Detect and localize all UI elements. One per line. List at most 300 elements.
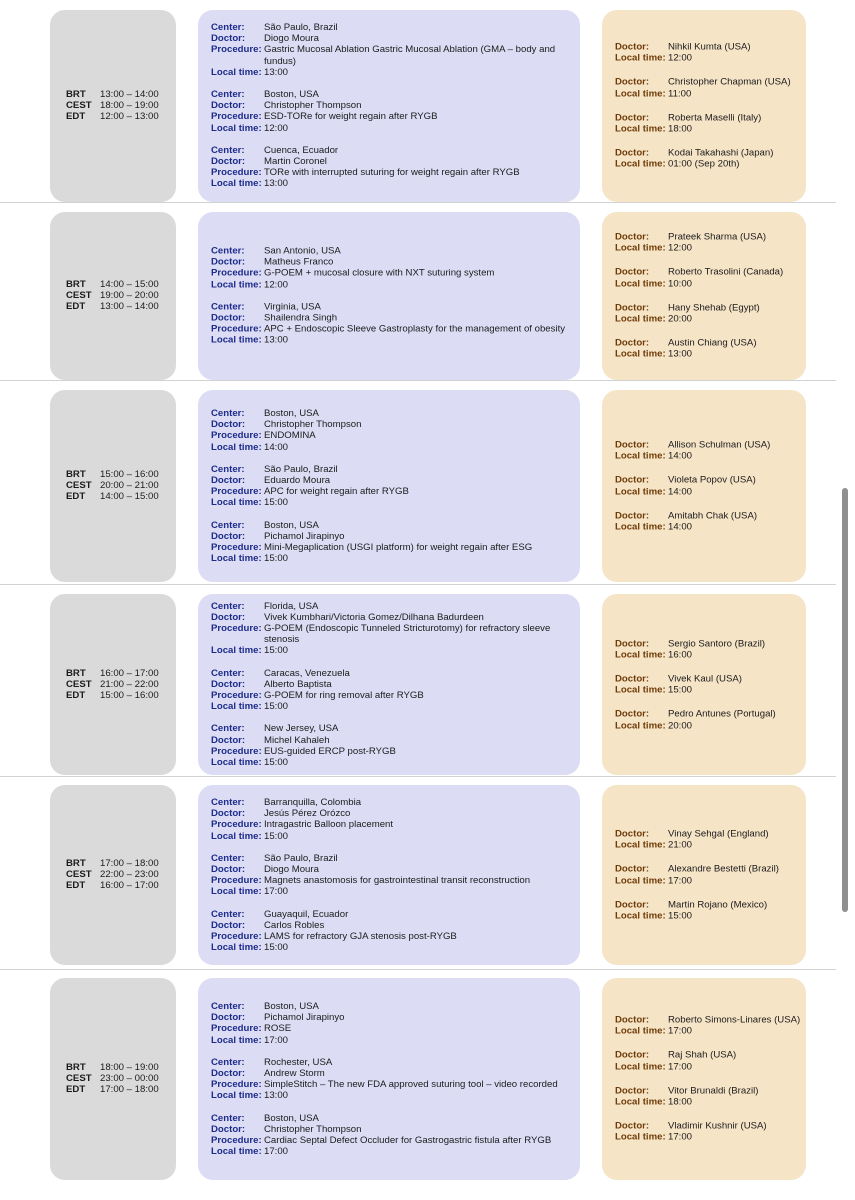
procedure-field-row	[211, 1135, 574, 1146]
panelist-field-row	[615, 314, 802, 325]
panelist-entry	[615, 439, 802, 461]
time-zone-row	[66, 1062, 176, 1073]
procedure-entry	[211, 1112, 574, 1157]
panelist-name: Martin Rojano (Mexico)	[668, 899, 768, 911]
local-time-value: 13:00	[264, 178, 289, 190]
doctor-value: Vivek Kumbhari/Victoria Gomez/Dilhana Badurdeen	[264, 611, 484, 623]
procedure-label: Procedure:	[211, 1023, 262, 1035]
center-label: Center:	[211, 1112, 245, 1124]
doctor-value: Shailendra Singh	[264, 312, 338, 324]
panelists-list	[602, 1015, 806, 1144]
procedure-field-row	[211, 1090, 574, 1101]
time-zone-range: 15:00 – 16:00	[100, 469, 159, 481]
local-time-label: Local time:	[615, 486, 666, 497]
doctor-label: Doctor:	[211, 678, 246, 690]
panelist-entry	[615, 232, 802, 254]
procedure-field-row	[211, 257, 574, 268]
local-time-value: 15:00	[264, 497, 289, 509]
time-slot-list	[50, 469, 176, 503]
local-time-value: 15:00	[264, 942, 289, 954]
panelist-field-row	[615, 42, 802, 53]
time-zone-range: 14:00 – 15:00	[100, 491, 159, 503]
procedure-entry	[211, 302, 574, 347]
doctor-label: Doctor:	[211, 863, 246, 875]
procedure-field-row	[211, 408, 574, 419]
procedure-entry	[211, 853, 574, 898]
panelist-local-time: 10:00	[668, 278, 693, 290]
local-time-value: 17:00	[264, 1146, 289, 1158]
procedure-field-row	[211, 268, 574, 279]
center-label: Center:	[211, 723, 245, 735]
panelist-field-row	[615, 159, 802, 170]
procedure-entry	[211, 668, 574, 713]
procedure-value: LAMS for refractory GJA stenosis post-RYGB	[264, 930, 457, 942]
time-zone-row	[66, 690, 176, 701]
procedure-label: Procedure:	[211, 623, 262, 635]
doctor-value: Eduardo Moura	[264, 474, 331, 486]
panelist-entry	[615, 303, 802, 325]
procedure-label: Procedure:	[211, 111, 262, 123]
local-time-label: Local time:	[211, 553, 262, 565]
panelist-name: Prateek Sharma (USA)	[668, 231, 767, 243]
procedure-label: Procedure:	[211, 690, 262, 702]
time-zone-row	[66, 89, 176, 100]
panelist-field-row	[615, 1086, 802, 1097]
panelist-field-row	[615, 649, 802, 660]
procedure-field-row	[211, 908, 574, 919]
procedure-entry	[211, 1001, 574, 1046]
time-zone-label: EDT	[66, 1084, 86, 1096]
time-zone-range: 17:00 – 18:00	[100, 858, 159, 870]
panelist-entry	[615, 638, 802, 660]
time-zone-row	[66, 881, 176, 892]
panelists-box	[602, 978, 806, 1180]
center-label: Center:	[211, 519, 245, 531]
center-label: Center:	[211, 301, 245, 313]
procedure-field-row	[211, 486, 574, 497]
time-zone-row	[66, 279, 176, 290]
center-label: Center:	[211, 145, 245, 157]
time-zone-label: BRT	[66, 1062, 86, 1074]
procedure-label: Procedure:	[211, 541, 262, 553]
panelist-local-time: 15:00	[668, 910, 693, 922]
panelist-field-row	[615, 1121, 802, 1132]
time-zone-range: 23:00 – 00:00	[100, 1073, 159, 1085]
time-zone-label: CEST	[66, 480, 92, 492]
procedure-entry	[211, 246, 574, 291]
time-slot-box	[50, 594, 176, 775]
panelist-local-time: 11:00	[668, 88, 692, 100]
doctor-value: Martin Coronel	[264, 156, 327, 168]
procedures-list	[198, 797, 580, 953]
procedure-field-row	[211, 335, 574, 346]
doctor-value: Michel Kahaleh	[264, 734, 330, 746]
local-time-label: Local time:	[211, 122, 262, 134]
panelists-box	[602, 594, 806, 775]
time-slot-list	[50, 279, 176, 313]
panelist-field-row	[615, 243, 802, 254]
panelist-local-time: 18:00	[668, 1096, 693, 1108]
local-time-label: Local time:	[211, 1034, 262, 1046]
procedure-label: Procedure:	[211, 745, 262, 757]
procedure-field-row	[211, 179, 574, 190]
procedure-field-row	[211, 302, 574, 313]
procedure-entry	[211, 89, 574, 134]
doctor-value: Diogo Moura	[264, 863, 319, 875]
time-zone-range: 13:00 – 14:00	[100, 301, 159, 313]
procedure-field-row	[211, 1001, 574, 1012]
time-zone-row	[66, 469, 176, 480]
doctor-label: Doctor:	[211, 100, 246, 112]
panelists-list	[602, 232, 806, 361]
local-time-value: 13:00	[264, 66, 289, 78]
center-value: Boston, USA	[264, 89, 319, 101]
center-value: Guayaquil, Ecuador	[264, 908, 349, 920]
panelist-entry	[615, 864, 802, 886]
doctor-label: Doctor:	[615, 112, 650, 124]
procedure-field-row	[211, 67, 574, 78]
panelist-entry	[615, 267, 802, 289]
doctor-label: Doctor:	[211, 1067, 246, 1079]
time-zone-range: 12:00 – 13:00	[100, 111, 159, 123]
panelist-name: Vinay Sehgal (England)	[668, 828, 769, 840]
time-zone-row	[66, 302, 176, 313]
center-value: San Antonio, USA	[264, 245, 341, 257]
doctor-label: Doctor:	[615, 1120, 650, 1132]
local-time-label: Local time:	[615, 910, 666, 922]
procedure-field-row	[211, 612, 574, 623]
time-zone-label: BRT	[66, 469, 86, 481]
local-time-value: 15:00	[264, 553, 289, 565]
time-zone-range: 16:00 – 17:00	[100, 667, 159, 679]
center-label: Center:	[211, 667, 245, 679]
procedure-field-row	[211, 1112, 574, 1123]
procedure-field-row	[211, 1146, 574, 1157]
time-slot-list	[50, 858, 176, 892]
center-value: Boston, USA	[264, 407, 319, 419]
doctor-label: Doctor:	[211, 1123, 246, 1135]
procedure-label: Procedure:	[211, 323, 262, 335]
doctor-label: Doctor:	[615, 267, 650, 279]
time-zone-range: 17:00 – 18:00	[100, 1084, 159, 1096]
panelist-field-row	[615, 864, 802, 875]
time-zone-label: EDT	[66, 111, 86, 123]
local-time-label: Local time:	[615, 1061, 666, 1073]
procedure-field-row	[211, 419, 574, 430]
local-time-label: Local time:	[615, 1132, 666, 1144]
center-label: Center:	[211, 22, 245, 34]
doctor-label: Doctor:	[615, 708, 650, 720]
panelist-name: Allison Schulman (USA)	[668, 439, 771, 451]
center-value: Cuenca, Ecuador	[264, 145, 339, 157]
doctor-label: Doctor:	[615, 147, 650, 159]
local-time-value: 12:00	[264, 122, 289, 134]
doctor-value: Alberto Baptista	[264, 678, 332, 690]
center-value: Rochester, USA	[264, 1056, 333, 1068]
procedure-field-row	[211, 553, 574, 564]
local-time-label: Local time:	[211, 279, 262, 291]
panelist-entry	[615, 1121, 802, 1143]
procedure-field-row	[211, 519, 574, 530]
procedure-field-row	[211, 313, 574, 324]
time-zone-label: CEST	[66, 869, 92, 881]
procedure-field-row	[211, 853, 574, 864]
panelist-local-time: 17:00	[668, 1132, 693, 1144]
procedure-field-row	[211, 679, 574, 690]
procedure-field-row	[211, 430, 574, 441]
time-zone-label: BRT	[66, 667, 86, 679]
panelist-local-time: 20:00	[668, 719, 693, 731]
procedure-entry	[211, 22, 574, 78]
local-time-value: 15:00	[264, 830, 289, 842]
local-time-label: Local time:	[615, 242, 666, 254]
procedure-entry	[211, 1057, 574, 1102]
procedure-field-row	[211, 246, 574, 257]
time-slot-list	[50, 89, 176, 123]
center-value: Caracas, Venezuela	[264, 667, 350, 679]
procedure-value: ENDOMINA	[264, 430, 316, 442]
local-time-value: 15:00	[264, 701, 289, 713]
procedure-field-row	[211, 112, 574, 123]
doctor-value: Carlos Robles	[264, 919, 325, 931]
doctor-label: Doctor:	[211, 256, 246, 268]
panelist-local-time: 15:00	[668, 684, 693, 696]
time-zone-range: 21:00 – 22:00	[100, 678, 159, 690]
procedure-label: Procedure:	[211, 930, 262, 942]
local-time-label: Local time:	[211, 178, 262, 190]
local-time-value: 14:00	[264, 441, 289, 453]
local-time-label: Local time:	[211, 66, 262, 78]
time-zone-row	[66, 100, 176, 111]
time-zone-label: EDT	[66, 880, 86, 892]
doctor-label: Doctor:	[615, 673, 650, 685]
time-zone-row	[66, 1073, 176, 1084]
panelist-field-row	[615, 439, 802, 450]
time-slot-list	[50, 668, 176, 702]
procedure-value: TORe with interrupted suturing for weight regain after RYGB	[264, 167, 520, 179]
procedure-field-row	[211, 757, 574, 768]
panelist-local-time: 12:00	[668, 242, 693, 254]
panelist-field-row	[615, 278, 802, 289]
procedure-value: APC + Endoscopic Sleeve Gastroplasty for the management of obesity	[264, 323, 566, 335]
time-slot-list	[50, 1062, 176, 1096]
procedure-value: G-POEM for ring removal after RYGB	[264, 690, 424, 702]
section-divider	[0, 380, 836, 381]
procedure-entry	[211, 519, 574, 564]
panelist-local-time: 14:00	[668, 486, 693, 497]
procedure-field-row	[211, 45, 574, 67]
doctor-label: Doctor:	[615, 510, 650, 522]
time-zone-range: 15:00 – 16:00	[100, 690, 159, 702]
procedures-box	[198, 390, 580, 582]
procedure-field-row	[211, 920, 574, 931]
doctor-value: Jesús Pérez Orózco	[264, 807, 351, 819]
panelist-field-row	[615, 521, 802, 532]
panelist-name: Roberto Simons-Linares (USA)	[668, 1014, 801, 1026]
center-label: Center:	[211, 796, 245, 808]
time-slot-box	[50, 212, 176, 380]
procedure-label: Procedure:	[211, 167, 262, 179]
panelist-field-row	[615, 349, 802, 360]
procedure-field-row	[211, 1057, 574, 1068]
panelist-name: Amitabh Chak (USA)	[668, 510, 758, 522]
doctor-value: Christopher Thompson	[264, 418, 362, 430]
time-zone-row	[66, 290, 176, 301]
procedure-field-row	[211, 475, 574, 486]
center-value: São Paulo, Brazil	[264, 463, 338, 475]
procedure-field-row	[211, 156, 574, 167]
panelists-list	[602, 42, 806, 171]
procedure-entry	[211, 908, 574, 953]
procedure-field-row	[211, 819, 574, 830]
procedure-entry	[211, 464, 574, 509]
panelist-entry	[615, 1050, 802, 1072]
panelist-local-time: 17:00	[668, 1061, 693, 1073]
doctor-label: Doctor:	[615, 863, 650, 875]
procedures-list	[198, 1001, 580, 1157]
panelist-name: Alexandre Bestetti (Brazil)	[668, 863, 779, 875]
local-time-label: Local time:	[615, 123, 666, 135]
doctor-value: Pichamol Jirapinyo	[264, 1011, 345, 1023]
panelist-entry	[615, 1015, 802, 1037]
procedure-field-row	[211, 1079, 574, 1090]
procedure-value: ROSE	[264, 1023, 292, 1035]
panelist-field-row	[615, 1132, 802, 1143]
procedures-box	[198, 978, 580, 1180]
panelist-local-time: 17:00	[668, 1025, 693, 1037]
procedure-field-row	[211, 89, 574, 100]
panelist-local-time: 12:00	[668, 52, 693, 64]
center-label: Center:	[211, 908, 245, 920]
time-zone-range: 19:00 – 20:00	[100, 290, 159, 302]
procedure-field-row	[211, 1034, 574, 1045]
doctor-value: Christopher Thompson	[264, 100, 362, 112]
doctor-label: Doctor:	[211, 611, 246, 623]
time-zone-label: EDT	[66, 301, 86, 313]
local-time-label: Local time:	[615, 52, 666, 64]
scrollbar[interactable]	[842, 488, 848, 912]
local-time-label: Local time:	[211, 701, 262, 713]
time-zone-row	[66, 858, 176, 869]
local-time-label: Local time:	[615, 839, 666, 851]
doctor-label: Doctor:	[615, 474, 650, 486]
time-zone-range: 18:00 – 19:00	[100, 1062, 159, 1074]
procedure-value: Mini-Megaplication (USGI platform) for weight regain after ESG	[264, 541, 533, 553]
section-divider	[0, 969, 836, 970]
panelist-name: Nihkil Kumta (USA)	[668, 41, 751, 53]
procedure-field-row	[211, 1068, 574, 1079]
section-divider	[0, 202, 836, 203]
panelist-field-row	[615, 303, 802, 314]
panelist-local-time: 14:00	[668, 450, 693, 462]
local-time-value: 15:00	[264, 757, 289, 769]
procedure-field-row	[211, 724, 574, 735]
center-value: Virginia, USA	[264, 301, 321, 313]
center-label: Center:	[211, 1000, 245, 1012]
panelists-box	[602, 10, 806, 202]
time-zone-label: BRT	[66, 89, 86, 101]
panelists-list	[602, 638, 806, 731]
procedure-field-row	[211, 668, 574, 679]
doctor-label: Doctor:	[615, 77, 650, 89]
center-value: São Paulo, Brazil	[264, 852, 338, 864]
procedure-label: Procedure:	[211, 430, 262, 442]
panelist-local-time: 17:00	[668, 875, 693, 886]
procedure-value: SimpleStitch – The new FDA approved suturing tool – video recorded	[264, 1079, 558, 1090]
procedure-field-row	[211, 33, 574, 44]
panelists-list	[602, 828, 806, 921]
procedure-field-row	[211, 1023, 574, 1034]
time-zone-row	[66, 679, 176, 690]
doctor-label: Doctor:	[615, 1050, 650, 1062]
local-time-label: Local time:	[211, 830, 262, 842]
procedure-field-row	[211, 830, 574, 841]
local-time-label: Local time:	[615, 1025, 666, 1037]
local-time-label: Local time:	[615, 1096, 666, 1108]
procedure-field-row	[211, 875, 574, 886]
time-zone-row	[66, 869, 176, 880]
panelist-field-row	[615, 77, 802, 88]
local-time-value: 17:00	[264, 886, 289, 898]
panelist-field-row	[615, 828, 802, 839]
panelist-name: Vivek Kaul (USA)	[668, 673, 742, 685]
panelist-entry	[615, 1086, 802, 1108]
panelist-field-row	[615, 475, 802, 486]
panelist-field-row	[615, 1050, 802, 1061]
panelist-name: Vladimir Kushnir (USA)	[668, 1120, 767, 1132]
procedures-box	[198, 594, 580, 775]
center-label: Center:	[211, 89, 245, 101]
local-time-label: Local time:	[211, 942, 262, 954]
doctor-label: Doctor:	[615, 637, 650, 649]
procedures-list	[198, 601, 580, 769]
panelist-field-row	[615, 53, 802, 64]
panelist-name: Kodai Takahashi (Japan)	[668, 147, 774, 159]
procedures-box	[198, 10, 580, 202]
procedure-field-row	[211, 145, 574, 156]
local-time-label: Local time:	[211, 497, 262, 509]
center-value: Boston, USA	[264, 519, 319, 531]
procedure-field-row	[211, 645, 574, 656]
panelist-entry	[615, 510, 802, 532]
procedure-value: ESD-TORe for weight regain after RYGB	[264, 111, 438, 123]
time-slot-box	[50, 785, 176, 965]
panelist-name: Pedro Antunes (Portugal)	[668, 708, 776, 720]
procedure-field-row	[211, 808, 574, 819]
panelist-name: Roberto Trasolini (Canada)	[668, 267, 784, 279]
panelists-box	[602, 390, 806, 582]
procedure-field-row	[211, 464, 574, 475]
procedure-field-row	[211, 735, 574, 746]
procedure-field-row	[211, 531, 574, 542]
procedure-field-row	[211, 22, 574, 33]
procedure-entry	[211, 601, 574, 657]
section-divider	[0, 776, 836, 777]
panelist-local-time: 01:00 (Sep 20th)	[668, 159, 740, 171]
local-time-label: Local time:	[615, 88, 666, 100]
time-zone-row	[66, 1085, 176, 1096]
doctor-label: Doctor:	[211, 474, 246, 486]
doctor-value: Andrew Storm	[264, 1067, 325, 1079]
procedures-list	[198, 246, 580, 347]
panelist-entry	[615, 828, 802, 850]
panelist-field-row	[615, 638, 802, 649]
doctor-label: Doctor:	[211, 530, 246, 542]
panelists-list	[602, 439, 806, 532]
panelist-entry	[615, 113, 802, 135]
time-zone-label: BRT	[66, 858, 86, 870]
doctor-label: Doctor:	[615, 302, 650, 314]
